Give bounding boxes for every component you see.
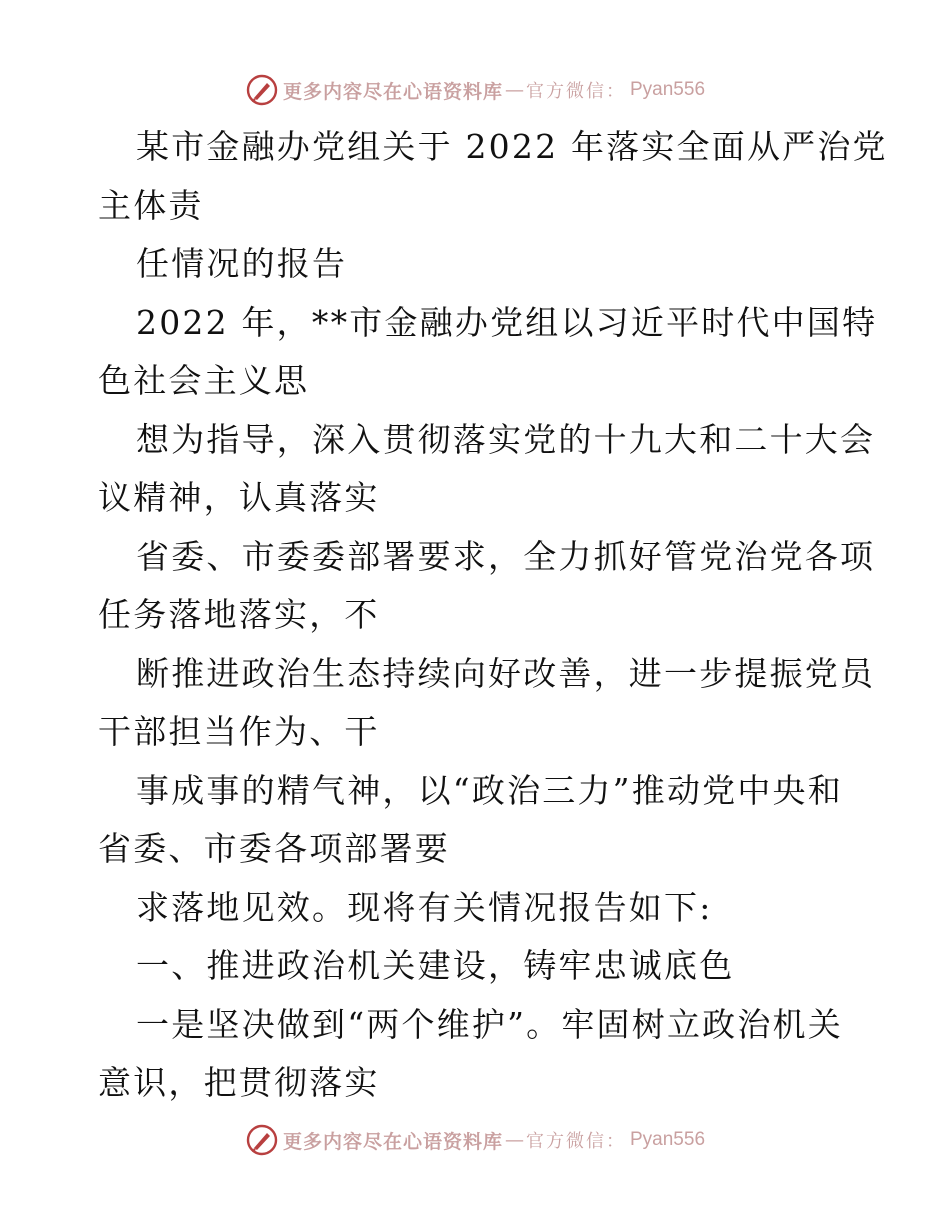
doc-line: 干部担当作为、干 [98,712,380,751]
doc-line: 意识，把贯彻落实 [98,1063,380,1102]
watermark-main-text: 更多内容尽在心语资料库 [282,1130,503,1153]
pen-circle-logo-icon [245,1123,279,1157]
watermark-dash: — [505,1129,524,1151]
doc-line: 2022 年，**市金融办党组以习近平时代中国特 [136,302,878,342]
doc-line: 省委、市委各项部署要 [98,829,450,868]
watermark-wechat-id: Pyan556 [630,1129,706,1150]
doc-line: 一、推进政治机关建设，铸牢忠诚底色 [136,946,735,985]
doc-line: 一是坚决做到“两个维护”。牢固树立政治机关 [136,1004,843,1044]
doc-line: 主体责 [98,185,204,225]
doc-line: 某市金融办党组关于 2022 年落实全面从严治党 [136,127,888,166]
doc-line: 想为指导，深入贯彻落实党的十九大和二十大会 [136,419,876,459]
watermark-wechat-id: Pyan556 [630,79,706,100]
watermark-sub-text: 官方微信： [526,1131,626,1152]
watermark-sub-text: 官方微信： [526,81,626,102]
doc-line: 任务落地落实，不 [98,595,380,634]
watermark-banner-top [0,70,950,110]
doc-line: 议精神，认真落实 [98,478,380,517]
doc-line: 求落地见效。现将有关情况报告如下: [136,887,713,927]
watermark-main-text: 更多内容尽在心语资料库 [282,80,503,103]
watermark-banner-bottom [0,1120,950,1160]
watermark-dash: — [505,79,524,101]
document-body [98,118,888,1113]
pen-circle-logo-icon [245,73,279,107]
doc-line: 断推进政治生态持续向好改善，进一步提振党员 [136,653,876,693]
doc-line: 事成事的精气神，以“政治三力”推动党中央和 [136,770,843,810]
doc-line: 色社会主义思 [98,361,310,400]
doc-line: 省委、市委委部署要求，全力抓好管党治党各项 [136,536,876,576]
doc-line: 任情况的报告 [136,244,348,283]
